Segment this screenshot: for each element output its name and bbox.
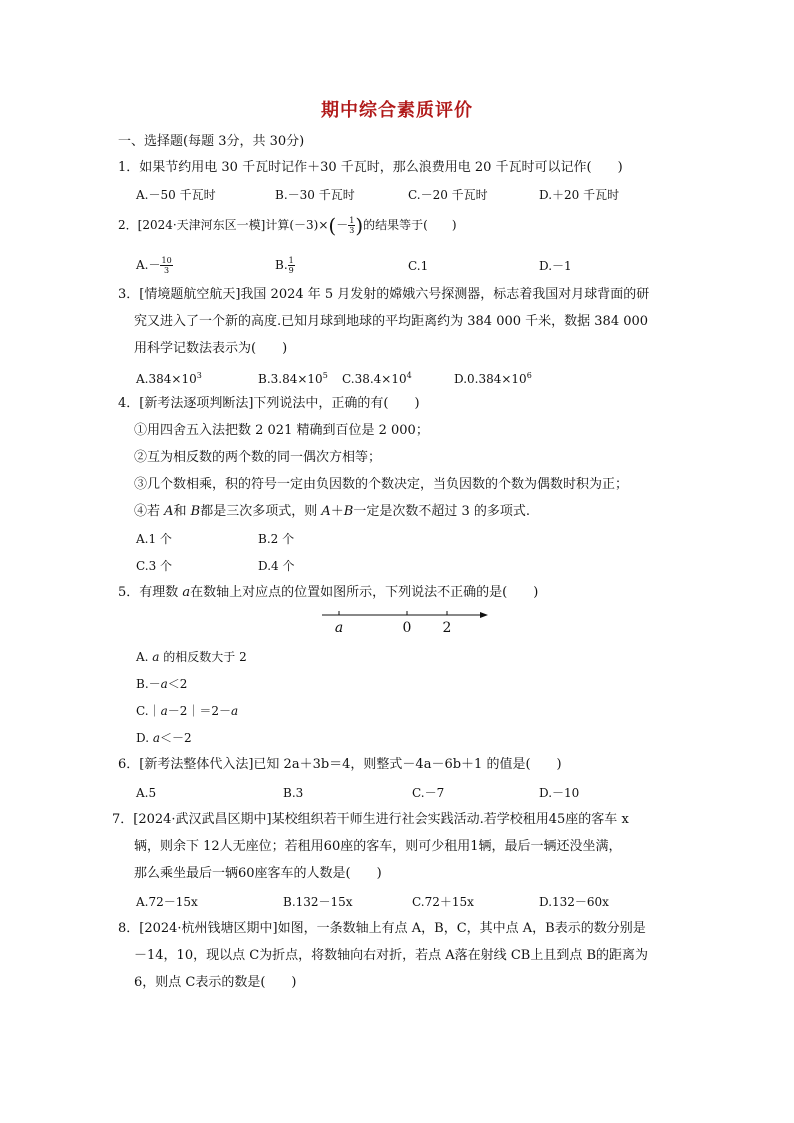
question-2-prefix: 2．[2024·天津河东区一模]计算(－3)× — [118, 218, 329, 232]
question-3-option-b-base: B.3.84×10 — [258, 372, 323, 386]
number-line-label-a: a — [334, 620, 344, 636]
q4-s4-part-a: ④若 — [134, 504, 165, 519]
question-2-option-b-prefix: B. — [275, 258, 288, 272]
q4-s4-var-a-2: A — [321, 504, 331, 519]
question-2-option-a-denominator: 3 — [164, 266, 170, 275]
q5-d-suffix: ＜－2 — [159, 731, 192, 745]
q5-b-prefix: B.－ — [136, 677, 161, 691]
question-1-option-b: B.－30 千瓦时 — [275, 188, 355, 202]
question-3-option-d-exponent: 6 — [526, 371, 532, 380]
question-3-option-b-exponent: 5 — [322, 371, 328, 380]
question-4-option-a: A.1 个 — [136, 532, 172, 546]
question-2-minus: － — [336, 218, 349, 232]
question-2-suffix: 的结果等于( ) — [363, 218, 457, 232]
question-2-option-a-prefix: A.－ — [136, 258, 161, 272]
q5-c-var: a — [160, 704, 168, 718]
question-1-option-c: C.－20 千瓦时 — [408, 188, 488, 202]
question-5-option-a — [136, 649, 247, 665]
question-7-option-b: B.132－15x — [283, 895, 353, 909]
question-2-paren-close: ) — [355, 213, 364, 238]
question-3-option-b — [258, 368, 328, 387]
question-8-line-2: －14，10，现以点 C为折点，将数轴向右对折，若点 A落在射线 CB上且到点 B的距离为 — [134, 948, 649, 963]
question-7-line-3: 那么乘坐最后一辆60座客车的人数是( ) — [134, 866, 382, 881]
question-3-line-2: 究又进入了一个新的高度.已知月球到地球的平均距离约为 384 000 千米，数据 384 000 — [134, 314, 649, 329]
question-5-option-b — [136, 676, 187, 692]
question-3-option-d-base: D.0.384×10 — [454, 372, 527, 386]
number-line-label-2: 2 — [442, 620, 452, 636]
question-5-option-d — [136, 730, 192, 746]
q4-s4-part-b: 和 — [173, 504, 191, 519]
question-3-option-c-exponent: 4 — [406, 371, 412, 380]
question-4-statement-1: ①用四舍五入法把数 2 021 精确到百位是 2 000； — [134, 423, 429, 438]
question-2-paren-open: ( — [328, 213, 337, 238]
q5-d-var: a — [152, 731, 160, 745]
question-7-line-2: 辆，则余下 12人无座位；若租用60座的客车，则可少租用1辆，最后一辆还没坐满， — [134, 839, 622, 854]
q5-b-var: a — [160, 677, 168, 691]
question-3-line-3: 用科学记数法表示为( ) — [134, 341, 288, 356]
question-1-option-d: D.＋20 千瓦时 — [539, 188, 620, 202]
question-3-line-1: 3．[情境题航空航天]我国 2024 年 5 月发射的嫦娥六号探测器，标志着我国对月球背面的研 — [118, 287, 650, 302]
q4-s4-var-a: A — [164, 504, 174, 519]
question-3-option-d — [454, 368, 532, 387]
question-1-option-a: A.－50 千瓦时 — [136, 188, 216, 202]
question-6-option-a: A.5 — [136, 786, 157, 800]
question-5-stem — [118, 584, 538, 602]
question-2-fraction-denominator: 3 — [349, 226, 355, 235]
number-line-diagram — [318, 605, 498, 637]
q5-stem-var: a — [182, 585, 191, 600]
question-4-statement-3: ③几个数相乘，积的符号一定由负因数的个数决定，当负因数的个数为偶数时积为正； — [134, 477, 629, 492]
question-6-option-b: B.3 — [283, 786, 304, 800]
question-2-option-b-numerator: 1 — [288, 256, 294, 265]
q4-s4-part-c: 都是三次多项式，则 — [200, 504, 322, 519]
q5-a-suffix: 的相反数大于 2 — [159, 650, 247, 664]
question-7-option-d: D.132－60x — [539, 895, 609, 909]
question-3-option-c-base: C.38.4×10 — [342, 372, 407, 386]
question-2-option-b-fraction — [288, 256, 295, 275]
question-3-option-a — [136, 368, 202, 387]
q4-s4-var-b: B — [190, 504, 201, 519]
question-7-option-a: A.72－15x — [136, 895, 198, 909]
question-1-stem: 1．如果节约用电 30 千瓦时记作＋30 千瓦时，那么浪费用电 20 千瓦时可以记作( ) — [118, 160, 623, 175]
question-8-line-1: 8．[2024·杭州钱塘区期中]如图，一条数轴上有点 A，B，C，其中点 A，B表示的数分别是 — [118, 921, 646, 936]
q5-c-middle: －2｜＝2－ — [167, 704, 232, 718]
question-6-option-c: C.－7 — [412, 786, 445, 800]
question-4-option-c: C.3 个 — [136, 559, 173, 573]
question-4-option-d: D.4 个 — [258, 559, 295, 573]
question-5-option-c — [136, 703, 238, 719]
question-4-stem: 4．[新考法逐项判断法]下列说法中，正确的有( ) — [118, 396, 420, 411]
question-2-option-c: C.1 — [408, 259, 429, 273]
q5-stem-part-b: 在数轴上对应点的位置如图所示，下列说法不正确的是( ) — [190, 585, 539, 600]
q5-b-suffix: ＜2 — [167, 677, 188, 691]
question-7-option-c: C.72＋15x — [412, 895, 474, 909]
question-4-statement-2: ②互为相反数的两个数的同一偶次方相等； — [134, 450, 382, 465]
q5-d-prefix: D. — [136, 731, 153, 745]
q4-s4-plus: ＋ — [330, 504, 344, 519]
number-line-label-0: 0 — [402, 620, 412, 636]
section-heading: 一、选择题(每题 3分，共 30分) — [118, 134, 305, 149]
number-line-arrow — [480, 612, 488, 618]
question-2-option-a — [136, 256, 173, 275]
q4-s4-part-e: 一定是次数不超过 3 的多项式. — [353, 504, 531, 519]
q5-a-prefix: A. — [136, 650, 153, 664]
question-2-option-b — [275, 256, 295, 275]
question-2-option-a-numerator: 10 — [161, 256, 172, 265]
question-3-option-c — [342, 368, 412, 387]
question-7-line-1: 7．[2024·武汉武昌区期中]某校组织若干师生进行社会实践活动.若学校租用45座的客车 x — [112, 812, 629, 827]
question-2-stem — [118, 213, 457, 238]
q5-c-var-2: a — [231, 704, 239, 718]
question-2-fraction-numerator: 1 — [349, 216, 355, 225]
question-6-option-d: D.－10 — [539, 786, 580, 800]
question-8-line-3: 6，则点 C表示的数是( ) — [134, 975, 297, 990]
q5-a-var: a — [152, 650, 160, 664]
page-title: 期中综合素质评价 — [321, 100, 473, 121]
question-3-option-a-base: A.384×10 — [136, 372, 197, 386]
q5-c-prefix: C.｜ — [136, 704, 161, 718]
question-2-option-d: D.－1 — [539, 259, 572, 273]
q5-stem-part-a: 5．有理数 — [118, 585, 183, 600]
question-2-option-a-fraction — [160, 256, 172, 275]
q4-s4-var-b-2: B — [343, 504, 354, 519]
question-4-statement-4 — [134, 503, 530, 521]
question-4-option-b: B.2 个 — [258, 532, 295, 546]
question-6-stem: 6．[新考法整体代入法]已知 2a＋3b＝4，则整式－4a－6b＋1 的值是( ) — [118, 757, 562, 772]
question-3-option-a-exponent: 3 — [196, 371, 202, 380]
question-2-option-b-denominator: 9 — [288, 266, 294, 275]
